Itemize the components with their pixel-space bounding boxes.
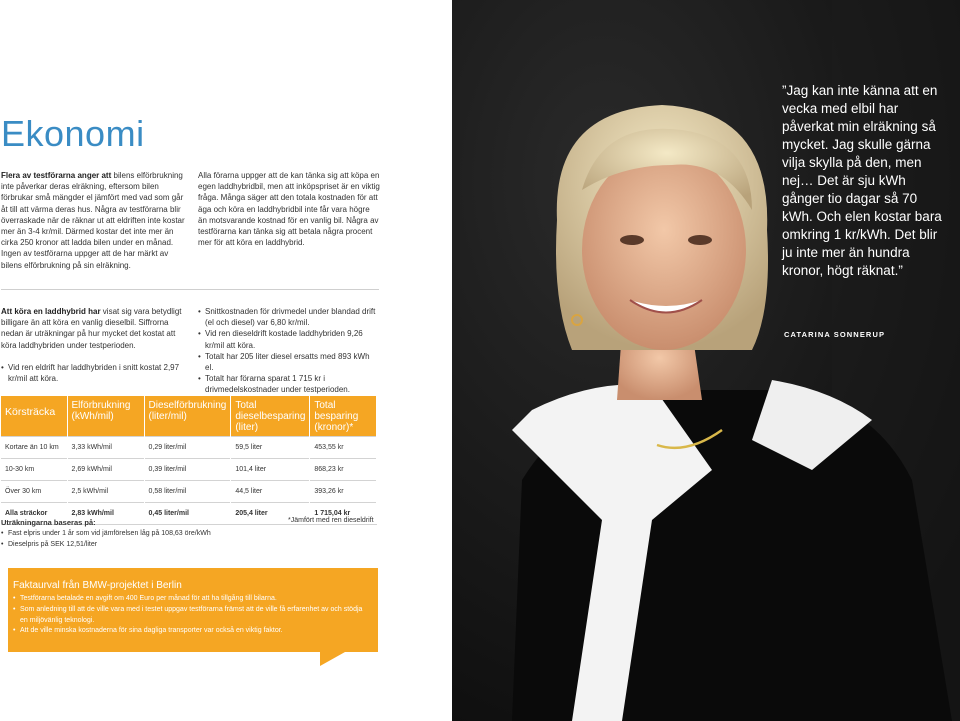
table-cell: 2,69 kWh/mil: [67, 459, 144, 481]
lead-in: Att köra en laddhybrid har: [1, 307, 101, 316]
savings-table: [1, 396, 377, 525]
text-page: [0, 0, 452, 721]
cost-paragraph: [1, 306, 185, 351]
cost-bullets-1: [1, 362, 185, 384]
table-cell: 2,5 kWh/mil: [67, 481, 144, 503]
col-header-distance: Körsträcka: [1, 396, 67, 437]
pull-quote: ”Jag kan inte känna att en vecka med elbil har påverkat min elräkning så mycket. Jag skulle gärna vilja skylla på den, men nej… Det är sju kWh gånger tio dagar så 70 kWh. Och elen kostar bara omkring 1 kr/kWh. Det blir ju inte mer än hundra kronor, högt räknat.”: [782, 83, 942, 278]
bullet-item: • Totalt har 205 liter diesel ersatts med 893 kWh el.: [198, 351, 380, 373]
table-cell: 0,29 liter/mil: [144, 437, 231, 459]
table-row: [1, 437, 377, 459]
speech-tail: [320, 652, 345, 666]
page-title: Ekonomi: [1, 113, 145, 154]
table-header-row: [1, 396, 377, 437]
fact-box-heading: Faktaurval från BMW-projektet i Berlin: [13, 580, 182, 591]
lead-in: Flera av testförarna anger att: [1, 171, 112, 180]
table-footnote: *Jämfört med ren dieseldrift: [288, 517, 374, 524]
table-row: [1, 459, 377, 481]
col-header-total-saving: Total besparing (kronor)*: [310, 396, 377, 437]
note-item: • Fast elpris under 1 år som vid jämförelsen låg på 108,63 öre/kWh: [1, 528, 261, 539]
table-cell: Alla sträckor: [1, 503, 67, 525]
bullet-item: • Snittkostnaden för drivmedel under blandad drift (el och diesel) var 6,80 kr/mil.: [198, 306, 380, 328]
table-cell: 2,83 kWh/mil: [67, 503, 144, 525]
notes-list: [1, 528, 261, 550]
fact-item: • Testförarna betalade en avgift om 400 Euro per månad för att ha tillgång till bilarna.: [13, 594, 369, 605]
table-cell: 205,4 liter: [231, 503, 310, 525]
calculation-notes: [1, 517, 261, 550]
table-cell: 0,58 liter/mil: [144, 481, 231, 503]
table-cell: 393,26 kr: [310, 481, 377, 503]
intro-paragraph-2: Alla förarna uppger att de kan tänka sig att köpa en egen laddhybridbil, men att inköpspriset är en viktig fråga. Många säger att den totala kostnaden för att äga och köra en laddhybridbil inte får vara högre än motsvarande kostnad för en vanlig bil. Några av testförarna kan tänka sig att betala några procent mer för att köra en laddhybrid.: [198, 171, 380, 248]
bullet-item: • Vid ren dieseldrift kostade laddhybriden 9,26 kr/mil att köra.: [198, 328, 380, 350]
table-cell: 1 715,04 kr: [310, 503, 377, 525]
intro-column-1: [1, 170, 185, 271]
intro-paragraph-1: [1, 170, 185, 271]
quote-attribution: CATARINA SONNERUP: [784, 330, 886, 339]
col-header-electricity: Elförbrukning (kWh/mil): [67, 396, 144, 437]
table-row: [1, 481, 377, 503]
section-divider: [1, 289, 379, 290]
fact-item: • Som anledning till att de ville vara med i testet uppgav testförarna främst att de ville få erfarenhet av och stödja en miljövänlig teknologi.: [13, 605, 369, 627]
fact-box-list: [13, 594, 369, 637]
table-cell: 0,45 liter/mil: [144, 503, 231, 525]
col-header-diesel-saving: Total dieselbesparing (liter): [231, 396, 310, 437]
col-header-diesel: Dieselförbrukning (liter/mil): [144, 396, 231, 437]
table-cell: 101,4 liter: [231, 459, 310, 481]
paragraph-text: visat sig vara betydligt billigare än att köra en vanlig dieselbil. Siffrorna nedan är uträkningar på hur mycket det kostat att köra laddhybriden under testperioden.: [1, 307, 182, 350]
paragraph-text: bilens elförbrukning inte påverkar deras elräkning, eftersom bilen förbrukar små mängder el jämfört med vad som går åt till att värma deras hus. Några av testförarna blir överraskade när de räknar ut att eldriften inte kostar mer än 3-4 kr/mil. Därmed kostar det inte mer än cirka 250 kronor att ladda bilen under en månad. Ingen av testförarna uppger att de har märkt av bilens elförbrukning på sin elräkning.: [1, 171, 185, 270]
cost-bullets-2: [198, 306, 380, 396]
table-cell: 10-30 km: [1, 459, 67, 481]
bullet-item: • Totalt har förarna sparat 1 715 kr i drivmedelskostnader under testperioden.: [198, 373, 380, 395]
bullet-item: • Vid ren eldrift har laddhybriden i snitt kostat 2,97 kr/mil att köra.: [1, 362, 185, 384]
table-cell: 453,55 kr: [310, 437, 377, 459]
notes-heading: Uträkningarna baseras på:: [1, 518, 96, 527]
table-cell: Över 30 km: [1, 481, 67, 503]
table-cell: 868,23 kr: [310, 459, 377, 481]
cost-column-1: [1, 306, 185, 384]
fact-box: [8, 568, 378, 652]
table-cell: 59,5 liter: [231, 437, 310, 459]
table-cell: 0,39 liter/mil: [144, 459, 231, 481]
intro-column-2: [198, 170, 380, 248]
table-cell: 44,5 liter: [231, 481, 310, 503]
table-cell: Kortare än 10 km: [1, 437, 67, 459]
table-cell: 3,33 kWh/mil: [67, 437, 144, 459]
note-item: • Dieselpris på SEK 12,51/liter: [1, 539, 261, 550]
cost-column-2: [198, 306, 380, 396]
fact-item: • Att de ville minska kostnaderna för sina dagliga transporter var också en viktig faktor.: [13, 626, 369, 637]
